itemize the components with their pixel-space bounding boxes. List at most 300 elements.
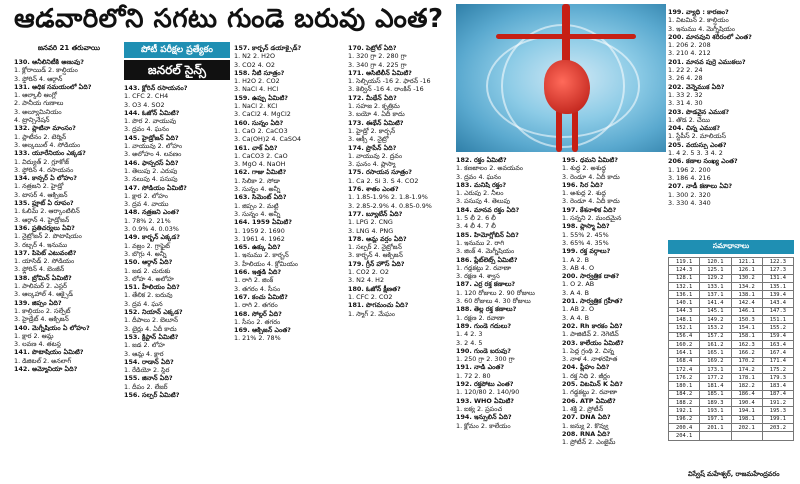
answer-cell: 153.2 [700,324,731,332]
answer-row [669,274,794,282]
option-text: 1. A 2. B [562,255,590,264]
option-text: 1. 5 లీ 2. 6 లీ [456,214,496,223]
question-text: 201. మానవ పుర్రె ఎముకలు? [668,57,746,66]
option-text: 3. 330 4. 340 [668,198,711,207]
answer-cell: 129.2 [700,274,731,282]
option-text: 1. O 2. AB [562,280,595,289]
answer-cell: 173.1 [700,365,731,373]
question-text: 177. బ్యూటేన్ ఏది? [348,209,403,218]
option-text: 3. హీలియం 4. క్రోమియం [234,259,299,268]
option-text: 1. జడ 2. చురుకు [124,266,171,275]
option-text: 1. తెలుపు 2. ఎరుపు [124,166,178,175]
option-text: 1. రక్త నిధి 2. జీర్ణం [562,371,611,380]
option-text: 3. 65% 4. 35% [562,238,609,247]
answer-cell: 198.1 [731,415,762,423]
option-text: 3. అలోహం 4. లవణం [124,150,182,159]
option-text: 1. వజ్రం 2. గ్రాఫైట్ [124,241,170,250]
option-text: 1. స్టేపీస్ 2. మాలియస్ [668,132,727,141]
option-text: 3. లవణ 4. తటస్థ [14,340,62,349]
option-text: 1. CaO 2. CaCO3 [234,126,288,135]
question-text: 163. సిమెంట్ ఏది? [234,193,287,202]
question-text: 192. రక్తపోటు ఎంత? [456,380,514,389]
answer-cell: 142.4 [731,299,762,307]
question-text: 178. ఆమ్ల వర్షం ఏది? [348,234,407,243]
option-text: 1. 78% 2. 21% [124,216,171,225]
answer-cell: 199.1 [762,415,793,423]
option-text: 3. బొగ్గు 4. అన్నీ [124,249,167,258]
question-text: 139. జిప్సం ఏది? [14,298,62,307]
answer-cell: 126.1 [731,266,762,274]
answer-row [669,340,794,348]
option-text: 1. రక్షణ 2. రవాణా [456,313,505,322]
option-text: 2. పానీయ గుణాలు [14,99,64,108]
question-text: 193. WHO ఏమిటి? [456,396,514,405]
option-text: 3. 210 4. 212 [668,49,711,58]
question-text: 164. 1959 ఏమిటి? [234,218,292,227]
answer-cell: 179.3 [762,374,793,382]
vein-vessel [572,109,578,152]
question-text: 200. సార్వత్రిక దాత? [562,272,620,281]
artery-vessel [496,34,566,39]
question-text: 202. వెన్నెముక ఏది? [668,82,725,91]
option-text: 1. CFC 2. CH4 [124,92,169,101]
answer-cell: 188.2 [669,399,700,407]
option-text: 3. A 4. B [562,313,590,322]
option-text: 3. ఆల్కహాల్ 4. ఆక్సైడ్ [14,290,74,299]
answer-cell: 193.1 [700,407,731,415]
option-text: 1. ఐక్య 2. ప్రపంచ [456,404,503,413]
answer-cell: 204.1 [669,432,700,440]
option-text: 3. తగరం 4. సీసం [234,284,281,293]
option-text: 3. ద్రవ 4. ఘన [124,299,163,308]
option-text: 1. నైట్రోజన్ 2. పొటాషియం [14,232,82,241]
answer-cell: 146.1 [731,307,762,315]
answer-cell: 122.3 [762,258,793,266]
option-text: 1. రాగి 2. తగరం [234,301,278,310]
answer-row [669,282,794,290]
option-text: 1. AB 2. O [562,305,595,314]
answer-cell: 165.1 [700,349,731,357]
question-text: 134. కాన్సర్ ఏ లోహం? [14,174,77,183]
question-text: 165. ఉక్కు ఏది? [234,243,281,252]
page-headline: ఆడవారిలోని సగటు గుండె బరువు ఎంత? [14,4,444,34]
answer-cell: 144.3 [669,307,700,315]
question-text: 191. నాడి ఎంత? [456,363,505,372]
option-text: 1. తేలిక 2. బరువు [124,291,173,300]
answer-cell: 154.1 [731,324,762,332]
answer-cell: 120.1 [700,258,731,266]
question-text: 172. మీథేన్ ఏది? [348,93,397,102]
option-text: 1. డిజిటల్ 2. అనలాగ్ [14,356,72,365]
option-text: 1. జన్యు 2. కొవ్వు [562,421,609,430]
option-text: 1. NaCl 2. KCl [234,102,278,111]
answer-cell: 135.1 [762,282,793,290]
option-text: 3. హైడ్రేట్ 4. ఆక్సిజన్ [14,315,69,324]
option-text: 1. గడ్డకట్టు 2. రవాణా [456,263,512,272]
answer-cell: 181.4 [700,382,731,390]
subject-title: జనరల్ సైన్స్ [124,60,230,80]
option-text: 1. ఎరుపు 2. నీలం [456,189,504,198]
answers-title: సమాధానాలు [668,240,794,254]
option-text: 3. ఇనుము 4. మెగ్నీషియం [668,24,736,33]
option-text: 3. ఆర్గాన్ 4. హైడ్రోజన్ [14,215,70,224]
option-text: 3. రక్షణ 4. శ్వాస [456,272,500,281]
question-text: 194. ఇన్సులిన్ ఏది? [456,413,512,422]
option-text: 1. నత్రజని 2. హైడ్రో [14,182,64,191]
answer-cell: 201.1 [700,423,731,431]
answer-cell: 138.1 [731,291,762,299]
question-text: 158. నీటి సూత్రం? [234,68,285,77]
answer-row [669,299,794,307]
answer-cell: 139.4 [762,291,793,299]
answer-cell: 125.1 [700,266,731,274]
option-text: 4. ట్రాన్సినేషన్ [14,116,50,125]
answer-cell: 162.3 [731,340,762,348]
question-column [562,156,666,478]
option-text: 1. దీపాలు 2. బెలూన్ [124,316,178,325]
answer-cell: 187.4 [762,390,793,398]
option-text: 1. LPG 2. CNG [348,218,393,227]
option-text: 3. ఆమ్ల 4. క్షార [124,349,164,358]
option-text: 1. 300 2. 320 [668,190,711,199]
answer-cell: 158.1 [731,332,762,340]
answer-cell: 147.3 [762,307,793,315]
answer-cell: 168.4 [669,357,700,365]
question-text: 171. అసిటిలీన్ ఏమిటి? [348,68,412,77]
question-column [124,84,232,478]
answer-cell: 132.1 [669,282,700,290]
option-text: 1. 1959 2. 1690 [234,226,285,235]
answer-row [669,399,794,407]
question-text: 140. మెగ్నీషియం ఏ లోహం? [14,323,90,332]
option-text: 1. విటమిన్ 2. కాల్షియం [668,16,729,25]
answer-cell: 175.2 [762,365,793,373]
option-text: 3. 60 రోజులు 4. 30 రోజులు [456,297,531,306]
question-text: 181. పొగమంచు ఏది? [348,301,409,310]
option-text: 1. 120/80 2. 140/90 [456,388,520,397]
option-text: 3. రెండూ 4. ఏదీ కాదు [562,197,620,206]
question-text: 198. ప్లాస్మా ఏది? [562,222,610,231]
option-text: 1. జడ 2. లోహ [124,341,165,350]
answer-cell: 202.1 [731,423,762,431]
option-text: 3. నాళ 4. నాళరహిత [562,355,618,364]
option-text: 3. 26 4. 28 [668,74,703,83]
option-text: 1. ప్లాటీనం 2. టెర్మిన్ [14,132,67,141]
option-text: 1. శక్తి 2. ప్రోటీన్ [562,404,604,413]
option-text: 1. Ca 2. Si 3. S 4. CO2 [348,176,419,185]
question-text: 155. జినాన్ ఏది? [124,374,173,383]
question-text: 148. నత్రజని ఎంత? [124,208,180,217]
option-text: 1. 320 గ్రా 2. 280 గ్రా [348,52,407,61]
option-text: 1. పాజిటివ్ 2. నెగెటివ్ [562,330,619,339]
question-text: 141. పొటాషియం ఏమిటి? [14,348,84,357]
answer-cell: 180.1 [669,382,700,390]
option-text: 3. MgO 4. NaOH [234,160,286,169]
question-text: 180. ఓజోన్ క్షీణత? [348,284,401,293]
answer-cell: 203.2 [762,423,793,431]
option-text: 3. కెల్విన్ -16 4. రాంకిన్ -16 [348,85,424,94]
answer-cell: 166.2 [731,349,762,357]
answer-cell: 196.2 [669,415,700,423]
option-text: 3. ద్రవ 4. వాయు [124,200,169,209]
option-text: 3. సున్నం 4. అన్నీ [234,185,281,194]
question-text: 188. తెల్ల రక్త కణాలు? [456,305,517,314]
answer-cell: 192.1 [669,407,700,415]
question-text: 207. DNA ఏది? [562,413,611,422]
answer-cell: 163.4 [762,340,793,348]
answer-cell: 148.1 [669,316,700,324]
question-text: 179. గ్రీన్ హౌస్ ఏది? [348,259,405,268]
option-text: 1. క్లోమం 2. కాలేయం [456,421,511,430]
option-text: 3. ఆక్సీ 4. నైట్రో [348,135,389,144]
option-text: 1. అశుద్ధ 2. శుద్ధ [562,189,606,198]
question-text: 202. Rh కారకం ఏది? [562,321,623,330]
option-text: 1. H2O 2. CO2 [234,77,280,86]
option-text: 1. తొడ 2. చేయి [668,115,710,124]
answer-cell: 137.1 [700,291,731,299]
answer-cell: 185.1 [700,390,731,398]
answers-table [668,257,794,441]
option-text: 3. టైర్లు 4. ఏదీ కాదు [124,324,177,333]
option-text: 1. 196 2. 200 [668,165,711,174]
answer-cell: 190.4 [731,399,762,407]
option-text: 3. 0.9% 4. 0.03% [124,225,179,234]
answer-cell: 186.4 [731,390,762,398]
option-text: 3. ద్రవం 4. ఘనం [124,125,170,134]
question-column [456,156,560,478]
option-text: 1. 1.85-1.9% 2. 1.8-1.9% [348,193,428,202]
question-text: 208. RNA ఏది? [562,429,611,438]
exam-special-badge: పోటీ పరీక్షల ప్రత్యేకం [124,42,230,58]
answer-cell: 131.4 [762,274,793,282]
option-text: 3. 340 గ్రా 4. 225 గ్రా [348,60,407,69]
question-text: 157. కార్బన్ డయాక్సైడ్? [234,44,302,52]
answer-row [669,307,794,315]
answer-cell: 156.4 [669,332,700,340]
answer-cell: 151.1 [762,316,793,324]
question-text: 133. యూరేనియం ఎక్కడ? [14,149,86,158]
option-text: 3. AB 4. O [562,263,595,272]
question-text: 131. అధిక సమయంలో ఏది? [14,82,92,91]
option-text: 3. ఫ్లోరిన్ 4. బెంజీన్ [14,265,65,274]
option-text: 1. 250 గ్రా 2. 300 గ్రా [456,355,515,364]
option-text: 1. రేడియో 2. స్థిర [124,366,170,375]
answer-row [669,349,794,357]
option-text: 3. లోహ 4. అలోహ [124,274,174,283]
question-text: 132. ప్లాటినా మాంసం? [14,124,76,133]
question-text: 154. రాడాన్ ఏది? [124,357,174,366]
question-text: 199. రక్త వర్గాలు? [562,247,611,256]
question-text: 204. చిన్న ఎముక? [668,124,721,133]
option-text: 3. NaCl 4. HCl [234,85,279,94]
answer-row [669,365,794,373]
answers-box [668,240,794,441]
option-text: 3. రబ్బర్ 4. ఇనుము [14,240,68,249]
answer-cell: 167.4 [762,349,793,357]
option-text: 1. 21% 2. 78% [234,334,281,343]
answer-row [669,266,794,274]
option-text: 1. ఓలిమ్ 2. ఆర్కాంటిలిన్ [14,207,80,216]
option-text: 1. ప్రోటీన్ 2. ఎంజైమ్ [562,438,616,447]
answer-cell: 169.2 [700,357,731,365]
question-text: 187. ఎర్ర రక్త కణాలు? [456,280,516,289]
answer-row [669,382,794,390]
option-text: 3. N2 4. H2 [348,276,385,285]
answer-cell: 177.2 [700,374,731,382]
answer-cell: 197.1 [700,415,731,423]
question-text: 189. గుండె గదులు? [456,321,512,330]
question-text: 176. శాతం ఎంత? [348,185,399,194]
answer-cell: 149.2 [700,316,731,324]
answer-row [669,407,794,415]
question-text: 147. సోడియం ఏమిటి? [124,183,187,192]
question-text: 159. ఉప్పు ఏమిటి? [234,93,289,102]
option-text: 3. అల్కయిల్ 4. సోడియం [14,140,81,149]
option-text: 1. సిలికా 2. సోడా [234,176,281,185]
answer-cell: 157.2 [700,332,731,340]
answer-cell: 130.2 [731,274,762,282]
option-text: 1. పాలిమర్ 2. ఎస్టర్ [14,282,67,291]
answer-row [669,415,794,423]
option-text: 3. CO2 4. O2 [234,60,275,69]
option-text: 1. ఆల్కాలీ ఆంగ్లో [14,91,58,100]
question-text: 205. వయస్సు ఎంత? [668,140,727,149]
option-text: 1. ఇనుము 2. రాగి [456,238,505,247]
option-text: 1. జిప్సం 2. మట్టి [234,201,279,210]
question-text: 130. ఆనీలినిటీకి అణువు? [14,58,84,66]
option-text: 1. దీపం 2. లేజర్ [124,382,168,391]
answer-cell: 141.4 [700,299,731,307]
question-text: 204. ప్లీహం ఏది? [562,363,610,372]
option-text: 3. అల్యూమినియం [14,107,62,116]
heart-icon [544,60,590,114]
answer-row [669,258,794,266]
answer-cell: 191.2 [762,399,793,407]
answer-row [669,423,794,431]
heart-illustration [456,4,666,152]
option-text: 1. 4 2. 3 [456,330,483,339]
option-text: 3. 1961 4. 1962 [234,234,285,243]
answer-cell: 184.2 [669,390,700,398]
question-text: 201. సార్వత్రిక గ్రహీత? [562,297,623,306]
answer-row [669,374,794,382]
answer-cell: 119.1 [669,258,700,266]
question-text: 170. పెట్రోల్ ఏది? [348,44,397,52]
answer-row [669,357,794,365]
answer-cell: 143.4 [762,299,793,307]
question-text: 203. పొడవైన ఎముక? [668,107,730,116]
option-text: 1. యాసిడ్ 2. సోడియం [14,257,75,266]
answer-cell: 127.3 [762,266,793,274]
option-text: 3. ఫ్లోరిన్ 4. ఆర్గాన్ [14,74,63,83]
option-text: 3. నలుపు 4. పసుపు [124,175,178,184]
option-text: 1. 120 రోజులు 2. 90 రోజులు [456,288,535,297]
option-text: 1. క్లోరాయిడ్ 2. కాల్షియం [14,66,78,75]
option-text: 3. 2.85-2.9% 4. 0.85-0.9% [348,201,432,210]
option-text: 1. 206 2. 208 [668,41,711,50]
question-text: 143. క్లోరిన్ రసాయనం? [124,84,188,92]
question-text: 166. ఇత్తడి ఏది? [234,268,282,277]
option-text: 3. A 4. B [562,288,590,297]
option-text: 1. క్షార 2. లోహం [124,191,168,200]
answer-cell: 174.2 [731,365,762,373]
question-text: 142. అమ్మోనియా ఏది? [14,364,78,373]
answer-cell [762,432,793,440]
option-text: 3. CaCl2 4. MgCl2 [234,110,291,119]
option-text: 3. 31 4. 30 [668,99,703,108]
answer-cell: 189.3 [700,399,731,407]
option-text: 1. స్మాగ్ 2. మేఘం [348,309,395,318]
option-text: 1. CO2 2. O2 [348,268,389,277]
option-text: 1. కాల్షియం 2. సల్ఫేట్ [14,306,71,315]
answer-cell: 161.2 [700,340,731,348]
option-text: 1. సీసం 2. తగరం [234,317,281,326]
option-text: 1. CFC 2. CO2 [348,292,393,301]
option-text: 1. సన్నని 2. మందమైన [562,214,622,223]
question-text: 146. ఫాస్ఫరస్ ఏది? [124,158,179,167]
answer-cell: 172.4 [669,365,700,373]
question-text: 135. ఫ్రూట్ ఏ రూపం? [14,199,74,208]
option-text: 3. Ca(OH)2 4. CaSO4 [234,135,302,144]
question-text: 162. గాజు ఏమిటి? [234,168,287,177]
option-text: 1. వాయువు 2. లోహం [124,142,183,151]
question-text: 183. మనిషి రక్తం? [456,180,507,189]
answer-cell: 121.1 [731,258,762,266]
answer-cell: 170.2 [731,357,762,365]
answer-cell: 124.3 [669,266,700,274]
answer-cell: 152.1 [669,324,700,332]
vein-vessel [556,109,562,152]
answer-cell [700,432,731,440]
answer-cell: 176.2 [669,374,700,382]
answer-cell: 178.1 [731,374,762,382]
question-text: 205. విటమిన్ K ఏది? [562,380,623,389]
option-text: 1. హైడ్రో 2. కార్బన్ [348,126,396,135]
question-column [234,44,346,478]
answer-cell: 195.3 [762,407,793,415]
question-column [14,58,124,478]
author-credit: విస్వేష్ మహేశ్వర్, రాజమహేంద్రవరం [688,470,780,478]
option-text: 1. N2 2. H2O [234,52,276,61]
option-text: 1. 22 2. 24 [668,66,703,75]
answer-cell: 160.2 [669,340,700,348]
option-text: 3. ఫ్లోరిన్ 4. రసాయనం [14,165,74,174]
answer-cell: 164.1 [669,349,700,357]
answer-cell: 134.2 [731,282,762,290]
answer-cell: 155.2 [762,324,793,332]
answer-row [669,316,794,324]
answer-cell: 183.4 [762,382,793,390]
question-text: 137. పిపెట్ ఎటువంటి? [14,248,77,257]
option-text: 1. 55% 2. 45% [562,230,609,239]
option-text: 3. సున్నం 4. అన్నీ [234,209,281,218]
option-text: 1. గడ్డకట్టు 2. రవాణా [562,388,618,397]
question-text: 144. ఓజోన్ ఏమిటి? [124,108,180,117]
answer-row [669,390,794,398]
question-text: 145. హైడ్రోజన్ ఏది? [124,133,179,142]
answer-row [669,291,794,299]
question-text: 207. నాడీ కణాలు ఏవి? [668,182,733,191]
option-text: 3. పసుపు 4. తెలుపు [456,197,510,206]
option-text: 3. 2 4. 5 [456,338,483,347]
question-text: 206. కణాల సంఖ్య ఎంత? [668,157,738,166]
answer-cell: 150.3 [731,316,762,324]
answer-cell: 136.1 [669,291,700,299]
option-text: 1. క్షార 2. ఆమ్ల [14,331,54,340]
answer-cell: 159.4 [762,332,793,340]
question-text: 156. సల్ఫర్ ఏమిటి? [124,390,180,399]
answer-row [669,332,794,340]
